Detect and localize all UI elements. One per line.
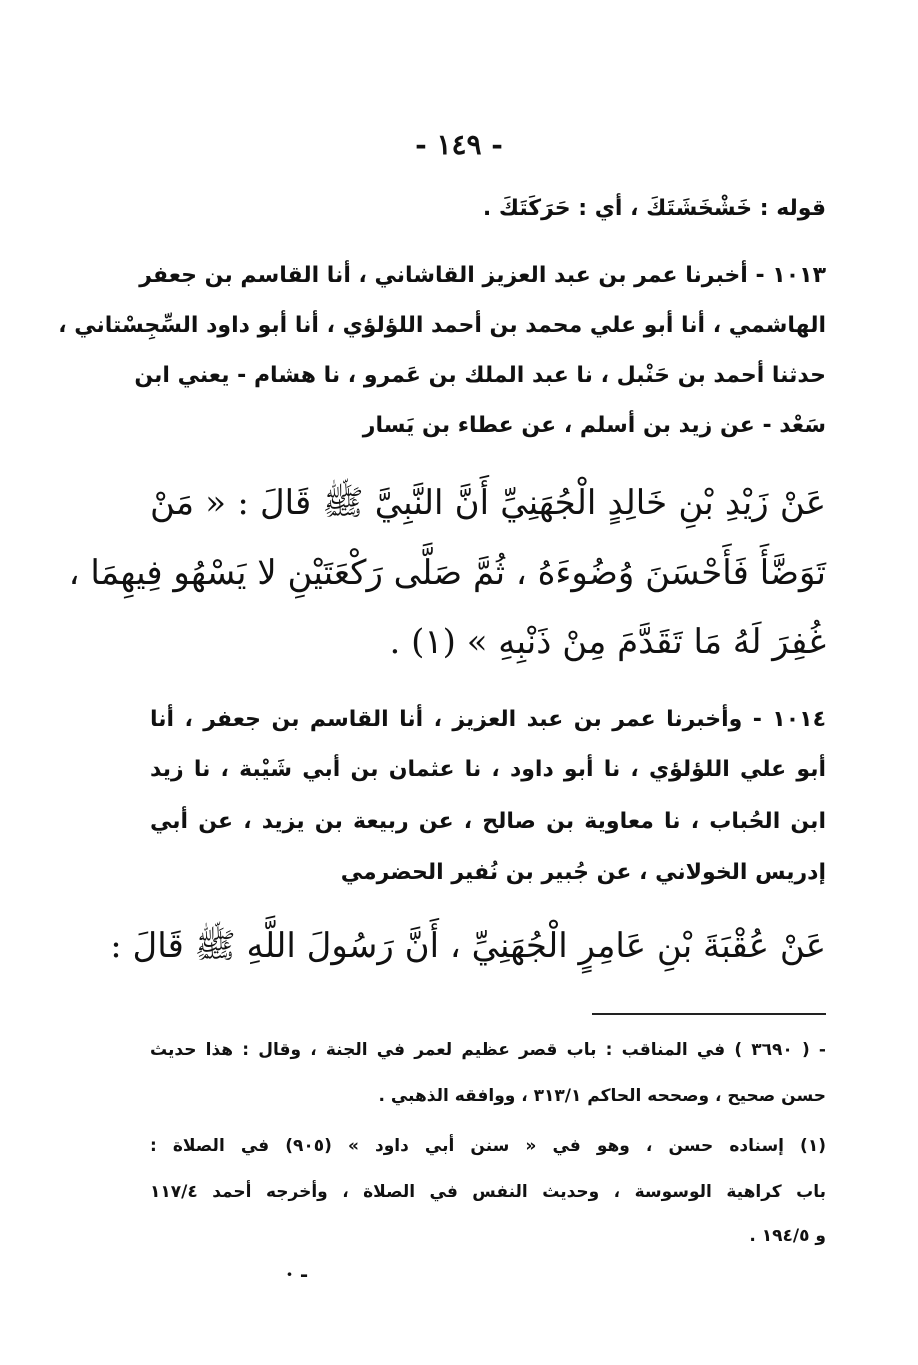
report-1014-line: ابن الحُباب ، نا معاوية بن صالح ، عن ربيعة بن يزيد ، عن أبي — [150, 809, 826, 834]
footnote-line: حسن صحيح ، وصححه الحاكم ٣١٣/١ ، ووافقه الذهبي . — [378, 1086, 826, 1106]
footnote-line: (١) إسناده حسن ، وهو في « سنن أبي داود » (٩٠٥) في الصلاة : — [150, 1136, 826, 1156]
report-1013-line: ١٠١٣ - أخبرنا عمر بن عبد العزيز القاشاني ، أنا القاسم بن جعفر — [139, 263, 826, 288]
hadith-1014-line: عَنْ عُقْبَةَ بْنِ عَامِرٍ الْجُهَنِيِّ ، أَنَّ رَسُولَ اللَّهِ ﷺ قَالَ : — [110, 926, 826, 966]
gloss-line: قوله : خَشْخَشَتَكَ ، أي : حَرَكَتَكَ . — [482, 196, 826, 221]
report-1013-line: حدثنا أحمد بن حَنْبل ، نا عبد الملك بن عَمرو ، نا هشام - يعني ابن — [134, 363, 826, 388]
footnote-line: و ١٩٤/٥ . — [749, 1226, 826, 1246]
page-number: - ١٤٩ - — [415, 128, 503, 161]
footnote-line: باب كراهية الوسوسة ، وحديث النفس في الصلاة ، وأخرجه أحمد ١١٧/٤ — [150, 1182, 826, 1202]
hadith-1013-line: غُفِرَ لَهُ مَا تَقَدَّمَ مِنْ ذَنْبِهِ » (١) . — [389, 622, 826, 662]
footnote-line: - ( ٣٦٩٠ ) في المناقب : باب قصر عظيم لعمر في الجنة ، وقال : هذا حديث — [150, 1040, 826, 1060]
report-1013-line: الهاشمي ، أنا أبو علي محمد بن أحمد اللؤلؤي ، أنا أبو داود السِّجِسْتاني ، — [58, 313, 826, 338]
report-1014-line: ١٠١٤ - وأخبرنا عمر بن عبد العزيز ، أنا القاسم بن جعفر ، أنا — [150, 707, 826, 732]
hadith-1013-line: عَنْ زَيْدِ بْنِ خَالِدٍ الْجُهَنِيِّ أَنَّ النَّبِيَّ ﷺ قَالَ : « مَنْ — [150, 483, 826, 523]
report-1014-line: إدريس الخولاني ، عن جُبير بن نُفير الحضرمي — [340, 860, 826, 885]
report-1014-line: أبو علي اللؤلؤي ، نا أبو داود ، نا عثمان بن أبي شَيْبة ، نا زيد — [150, 757, 826, 782]
page-end-mark: - · — [286, 1262, 309, 1286]
hadith-1013-line: تَوَضَّأَ فَأَحْسَنَ وُضُوءَهُ ، ثُمَّ صَلَّى رَكْعَتَيْنِ لا يَسْهُو فِيهِمَا ، — [68, 553, 826, 593]
footnote-separator — [592, 1013, 826, 1015]
report-1013-line: سَعْد - عن زيد بن أسلم ، عن عطاء بن يَسار — [362, 413, 826, 438]
